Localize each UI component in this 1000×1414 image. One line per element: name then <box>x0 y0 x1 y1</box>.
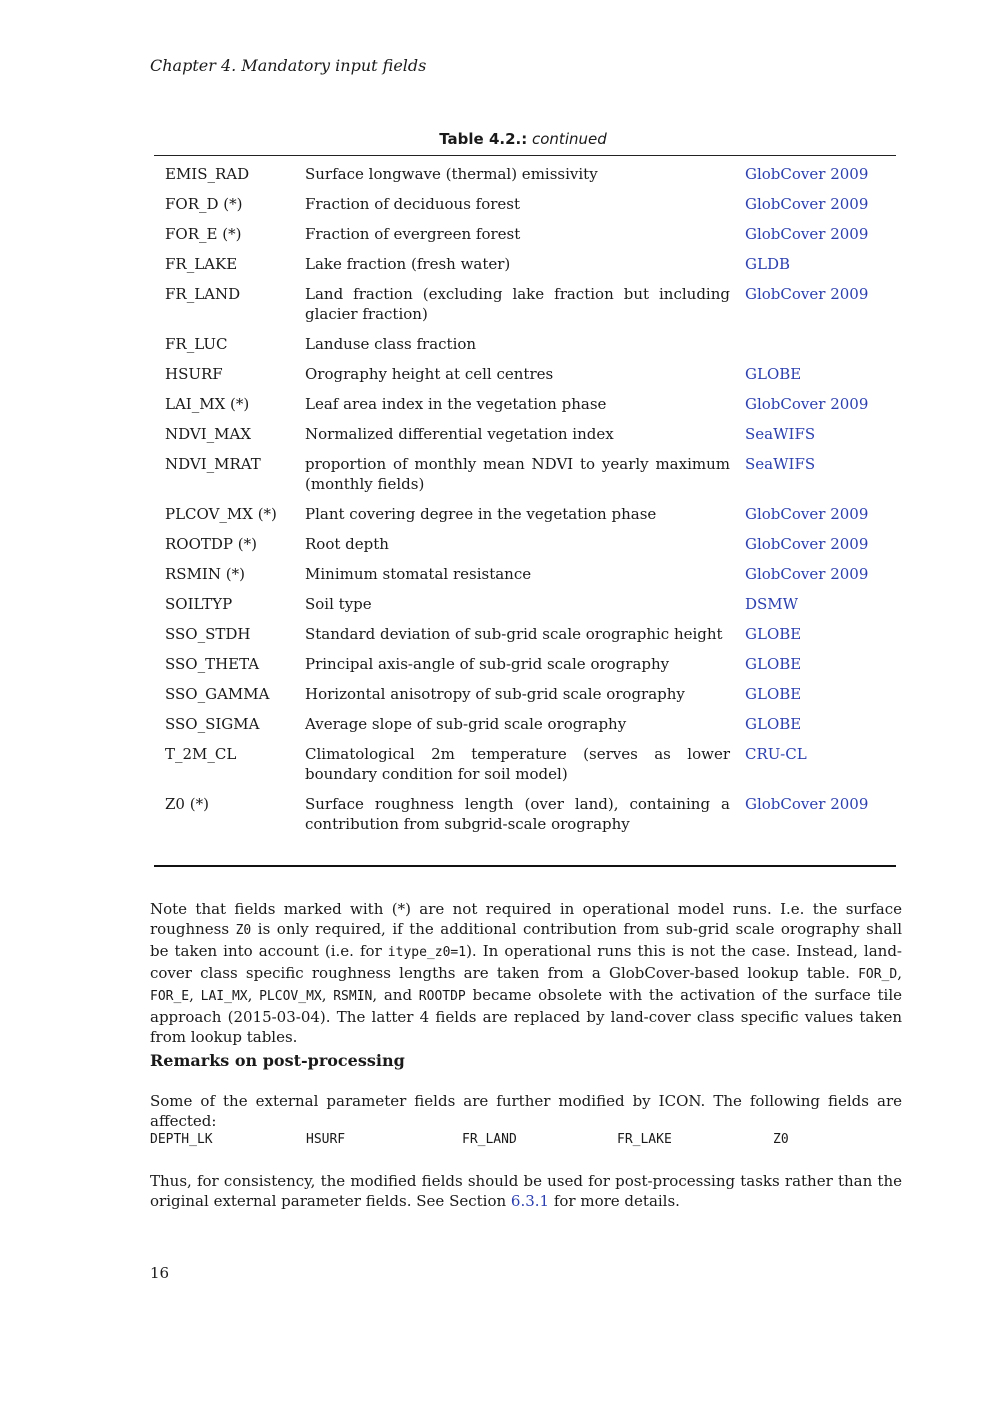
field-source-link[interactable]: GlobCover 2009 <box>745 795 869 813</box>
field-description-cell: Lake fraction (fresh water) <box>305 255 511 273</box>
note-text: , <box>897 964 902 982</box>
table-body <box>154 164 896 844</box>
field-name-cell: SOILTYP <box>165 595 233 613</box>
table-row <box>154 794 896 844</box>
field-description-cell: Fraction of evergreen forest <box>305 225 521 243</box>
field-source-link[interactable]: GLDB <box>745 255 790 273</box>
field-description-cell: Minimum stomatal resistance <box>305 565 532 583</box>
field-name-cell: PLCOV_MX (*) <box>165 505 277 523</box>
field-source-link <box>745 334 896 364</box>
field-name-cell: FOR_E (*) <box>165 225 242 243</box>
affected-field: DEPTH_LK <box>150 1132 213 1147</box>
note-code: Z0 <box>235 923 252 938</box>
affected-field: FR_LAND <box>462 1132 517 1147</box>
field-name-cell: NDVI_MAX <box>165 425 252 443</box>
note-text: , <box>321 986 334 1004</box>
table-row <box>154 654 896 684</box>
field-description-cell: Horizontal anisotropy of sub-grid scale orography <box>305 685 685 703</box>
field-description-cell: Surface longwave (thermal) emissivity <box>305 165 598 183</box>
field-description-cell: Landuse class fraction <box>305 335 477 353</box>
note-code: ROOTDP <box>418 989 466 1004</box>
table-row <box>154 194 896 224</box>
table-row <box>154 224 896 254</box>
note-code: FOR_D <box>858 967 898 982</box>
table-caption-note: continued <box>532 130 607 148</box>
table-row <box>154 684 896 714</box>
table-row <box>154 504 896 534</box>
table-caption-label: Table 4.2.: <box>439 130 528 148</box>
field-description-cell: Land fraction (excluding lake fraction but including glacier fraction) <box>305 285 730 323</box>
field-description-cell: Principal axis-angle of sub-grid scale orography <box>305 655 670 673</box>
field-source-link[interactable]: GLOBE <box>745 365 802 383</box>
field-name-cell: T_2M_CL <box>165 745 237 763</box>
table-row <box>154 454 896 504</box>
field-source-link[interactable]: GLOBE <box>745 655 802 673</box>
table-row <box>154 744 896 794</box>
field-name-cell: SSO_STDH <box>165 625 251 643</box>
field-source-link[interactable]: GlobCover 2009 <box>745 165 869 183</box>
note-paragraph <box>150 899 902 1047</box>
field-source-link[interactable]: SeaWIFS <box>745 455 816 473</box>
field-description-cell: Soil type <box>305 595 372 613</box>
field-description-cell: Climatological 2m temperature (serves as lower boundary condition for soil model) <box>305 745 730 783</box>
field-description-cell: Plant covering degree in the vegetation phase <box>305 505 657 523</box>
field-name-cell: EMIS_RAD <box>165 165 250 183</box>
table-row <box>154 534 896 564</box>
field-name-cell: FOR_D (*) <box>165 195 243 213</box>
field-source-link[interactable]: GLOBE <box>745 685 802 703</box>
table-row <box>154 364 896 394</box>
field-name-cell: LAI_MX (*) <box>165 395 250 413</box>
field-name-cell: SSO_SIGMA <box>165 715 260 733</box>
note-code: PLCOV_MX <box>259 989 322 1004</box>
note-text: , <box>247 986 260 1004</box>
field-source-link[interactable]: DSMW <box>745 595 799 613</box>
table-caption <box>150 130 896 148</box>
section-intro: Some of the external parameter fields are further modified by ICON. The following fields are affected: <box>150 1092 902 1130</box>
field-name-cell: Z0 (*) <box>165 795 209 813</box>
note-text: ). In operational runs this is not the case. Instead, land-cover class specific roughness lengths are taken from a GlobCover-based lookup table. <box>150 942 902 982</box>
table-row <box>154 564 896 594</box>
note-text: , and <box>372 986 419 1004</box>
field-description-cell: Fraction of deciduous forest <box>305 195 521 213</box>
field-source-link[interactable]: GlobCover 2009 <box>745 195 869 213</box>
field-name-cell: FR_LAKE <box>165 255 238 273</box>
table-row <box>154 424 896 454</box>
table-row <box>154 394 896 424</box>
note-code: LAI_MX <box>200 989 248 1004</box>
field-name-cell: FR_LAND <box>165 285 241 303</box>
field-name-cell: SSO_GAMMA <box>165 685 270 703</box>
input-fields-table <box>154 164 896 844</box>
field-description-cell: Normalized differential vegetation index <box>305 425 614 443</box>
running-header: Chapter 4. Mandatory input fields <box>150 56 427 75</box>
table-row <box>154 254 896 284</box>
table-bottom-rule <box>154 865 896 867</box>
closing-paragraph <box>150 1171 902 1211</box>
field-source-link[interactable]: GLOBE <box>745 715 802 733</box>
table-row <box>154 164 896 194</box>
field-name-cell: FR_LUC <box>165 335 228 353</box>
field-description-cell: Standard deviation of sub-grid scale orographic height <box>305 625 723 643</box>
field-source-link[interactable]: GlobCover 2009 <box>745 505 869 523</box>
field-description-cell: Root depth <box>305 535 389 553</box>
table-row <box>154 594 896 624</box>
field-source-link[interactable]: GlobCover 2009 <box>745 395 869 413</box>
field-name-cell: RSMIN (*) <box>165 565 245 583</box>
table-row <box>154 624 896 654</box>
field-source-link[interactable]: GlobCover 2009 <box>745 225 869 243</box>
note-code: itype_z0=1 <box>387 945 467 960</box>
table-row <box>154 714 896 744</box>
section-heading: Remarks on post-processing <box>150 1051 405 1070</box>
field-source-link[interactable]: SeaWIFS <box>745 425 816 443</box>
field-description-cell: Orography height at cell centres <box>305 365 554 383</box>
note-text: Note that fields marked with (*) are not required in operational model runs. I.e. the surface roughness <box>150 900 902 938</box>
field-source-link[interactable]: GlobCover 2009 <box>745 535 869 553</box>
page-number: 16 <box>150 1264 170 1282</box>
affected-field: HSURF <box>306 1132 346 1147</box>
note-text: became obsolete with the activation of the surface tile approach (2015-03-04). The latter 4 fields are replaced by land-cover class specific values taken from lookup tables. <box>150 986 903 1046</box>
field-description-cell: Average slope of sub-grid scale orography <box>305 715 627 733</box>
table-top-rule <box>154 155 896 156</box>
note-text: is only required, if the additional contribution from sub-grid scale orography shall be taken into account (i.e. for <box>150 920 903 960</box>
field-description-cell: Surface roughness length (over land), containing a contribution from subgrid-scale orography <box>305 795 730 833</box>
field-name-cell: HSURF <box>165 365 223 383</box>
table-row <box>154 334 896 364</box>
field-name-cell: ROOTDP (*) <box>165 535 257 553</box>
field-name-cell: SSO_THETA <box>165 655 260 673</box>
note-text: , <box>189 986 201 1004</box>
field-source-link[interactable]: GLOBE <box>745 625 802 643</box>
section-link[interactable]: 6.3.1 <box>510 1192 550 1210</box>
closing-text: Thus, for consistency, the modified fields should be used for post-processing tasks rather than the original external parameter fields. See Section <box>150 1172 902 1210</box>
field-source-link[interactable]: GlobCover 2009 <box>745 285 869 303</box>
field-name-cell: NDVI_MRAT <box>165 455 261 473</box>
note-code: FOR_E <box>150 989 190 1004</box>
table-row <box>154 284 896 334</box>
closing-text: for more details. <box>549 1192 680 1210</box>
affected-field: Z0 <box>773 1132 789 1147</box>
affected-field: FR_LAKE <box>617 1132 672 1147</box>
field-source-link[interactable]: CRU-CL <box>745 745 807 763</box>
note-code: RSMIN <box>333 989 373 1004</box>
field-description-cell: proportion of monthly mean NDVI to yearly maximum (monthly fields) <box>305 455 730 493</box>
field-source-link[interactable]: GlobCover 2009 <box>745 565 869 583</box>
field-description-cell: Leaf area index in the vegetation phase <box>305 395 607 413</box>
